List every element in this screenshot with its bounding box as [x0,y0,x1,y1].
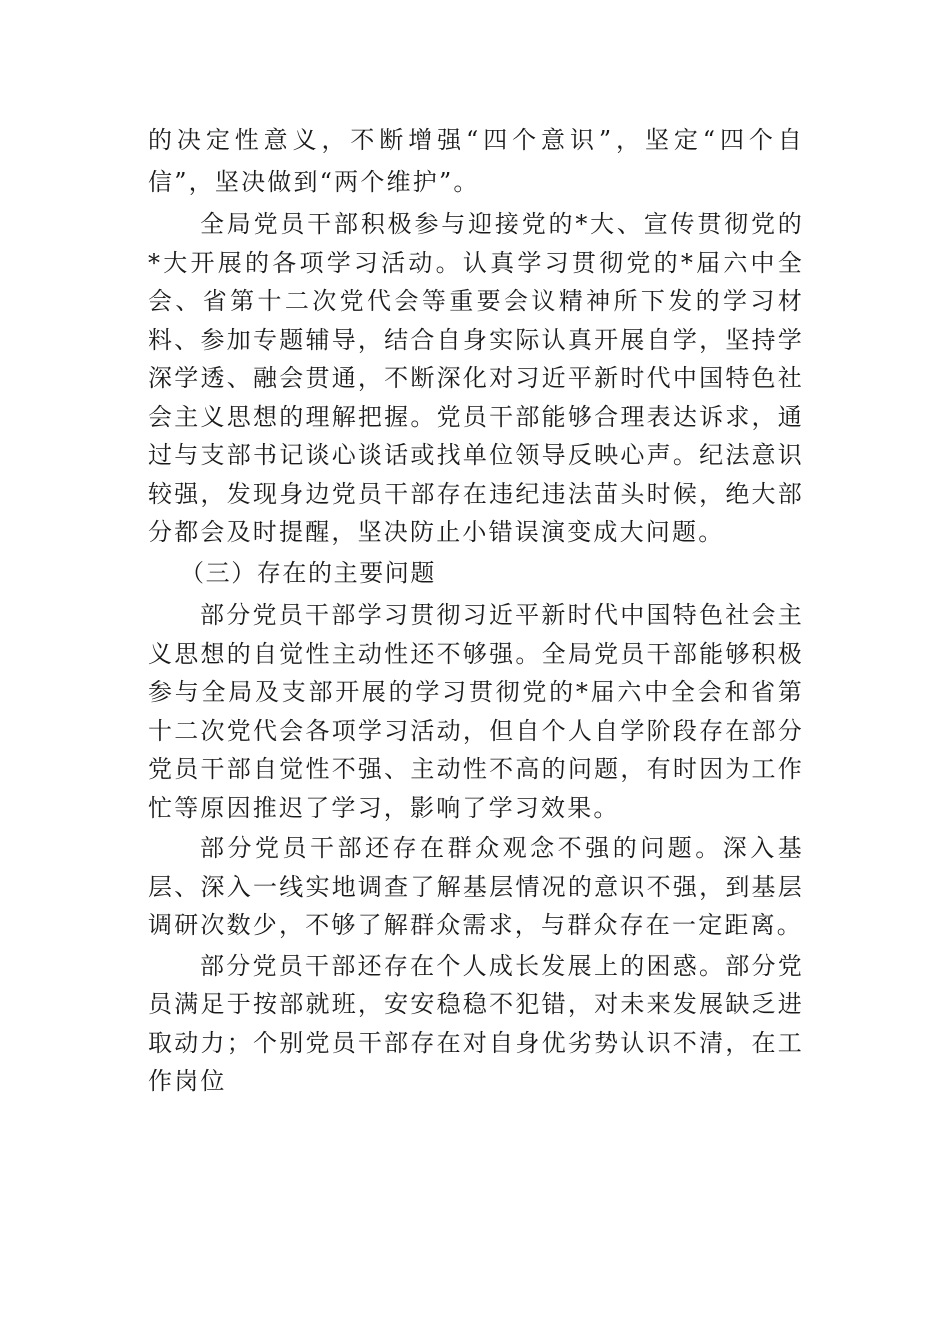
document-body [148,119,804,1101]
paragraph-problem-growth: 部分党员干部还存在个人成长发展上的困惑。部分党员满足于按部就班，安安稳稳不犯错，对未来发展缺乏进取动力；个别党员干部存在对自身优劣势认识不清，在工作岗位 [148,951,804,1095]
paragraph-learning-activities: 全局党员干部积极参与迎接党的*大、宣传贯彻党的*大开展的各项学习活动。认真学习贯彻党的*届六中全会、省第十二次党代会等重要会议精神所下发的学习材料、参加专题辅导，结合自身实际认真开展自学，坚持学深学透、融会贯通，不断深化对习近平新时代中国特色社会主义思想的理解把握。党员干部能够合理表达诉求，通过与支部书记谈心谈话或找单位领导反映心声。纪法意识较强，发现身边党员干部存在违纪违法苗头时候，绝大部分都会及时提醒，坚决防止小错误演变成大问题。 [148,210,804,546]
paragraph-problem-mass-line: 部分党员干部还存在群众观念不强的问题。深入基层、深入一线实地调查了解基层情况的意识不强，到基层调研次数少，不够了解群众需求，与群众存在一定距离。 [148,834,804,939]
section-heading-main-problems: （三）存在的主要问题 [180,558,436,587]
paragraph-problem-study: 部分党员干部学习贯彻习近平新时代中国特色社会主义思想的自觉性主动性还不够强。全局党员干部能够积极参与全局及支部开展的学习贯彻党的*届六中全会和省第十二次党代会各项学习活动，但自个人自学阶段存在部分党员干部自觉性不强、主动性不高的问题，有时因为工作忙等原因推迟了学习，影响了学习效果。 [148,601,804,822]
paragraph-continuation: 的决定性意义，不断增强“四个意识”，坚定“四个自信”，坚决做到“两个维护”。 [148,126,804,196]
